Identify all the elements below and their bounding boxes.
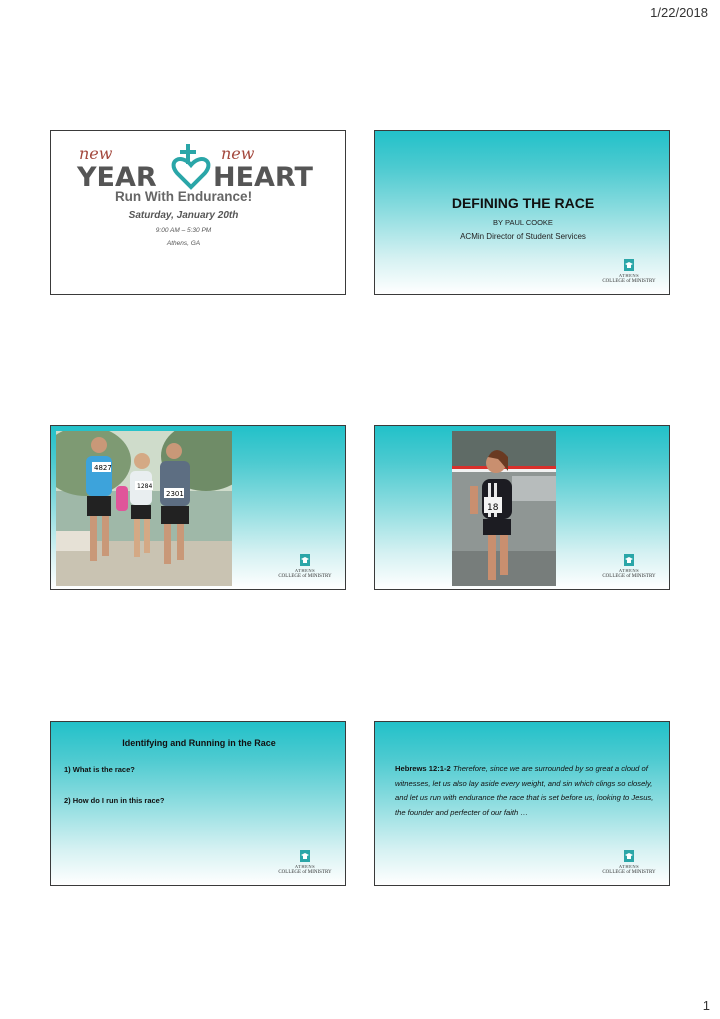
scripture-reference: Hebrews 12:1-2 xyxy=(395,764,451,773)
slide-title: Identifying and Running in the Race xyxy=(122,738,276,748)
slide-6-hebrews-quote xyxy=(374,721,670,886)
bib-number: 1284 xyxy=(137,483,153,490)
college-logo xyxy=(599,554,659,580)
college-name-line2: COLLEGE of MINISTRY xyxy=(602,870,656,875)
event-date: Saturday, January 20th xyxy=(128,210,239,221)
slide-title: DEFINING THE RACE xyxy=(451,195,595,211)
page-date: 1/22/2018 xyxy=(650,5,708,20)
slide-3-group-runners xyxy=(50,425,346,590)
byline: BY PAUL COOKE xyxy=(493,218,553,227)
slide-2-defining-race xyxy=(374,130,670,295)
bib-number: 4827 xyxy=(94,464,112,472)
college-name-line1: ATHENS xyxy=(294,864,316,869)
college-name-line1: ATHENS xyxy=(618,568,640,573)
bib-number: 2301 xyxy=(166,490,184,498)
graduation-cap-icon xyxy=(300,554,310,566)
scripture-text: Therefore, since we are surrounded by so great a cloud of witnesses, let us also lay aside every weight, and sin which clings so closely, and let us run with endurance the race that is set before us, looking to Jesus, the founder and perfecter of our faith … xyxy=(395,764,654,817)
college-name-line2: COLLEGE of MINISTRY xyxy=(278,574,332,579)
college-name-line2: COLLEGE of MINISTRY xyxy=(278,870,332,875)
college-name-line1: ATHENS xyxy=(294,568,316,573)
group-runners-photo xyxy=(56,431,232,586)
new-year-new-heart-logo xyxy=(73,141,335,193)
graduation-cap-icon xyxy=(624,259,634,271)
graduation-cap-icon xyxy=(624,850,634,862)
college-logo xyxy=(599,850,659,876)
slide-5-identifying-race xyxy=(50,721,346,886)
event-location: Athens, GA xyxy=(166,240,201,247)
slide-1-title-event xyxy=(50,130,346,295)
college-logo xyxy=(275,554,335,580)
graduation-cap-icon xyxy=(300,850,310,862)
graduation-cap-icon xyxy=(624,554,634,566)
page-number: 1 xyxy=(702,998,710,1013)
scripture-quote xyxy=(395,762,659,820)
college-name-line1: ATHENS xyxy=(618,273,640,278)
event-title: Run With Endurance! xyxy=(114,189,253,204)
college-name-line1: ATHENS xyxy=(618,864,640,869)
slide-4-female-runner xyxy=(374,425,670,590)
logo-year: YEAR xyxy=(77,162,157,193)
list-item: 2) How do I run in this race? xyxy=(64,796,165,805)
bib-number: 18 xyxy=(487,503,499,513)
event-time: 9:00 AM – 5:30 PM xyxy=(155,227,212,234)
college-logo xyxy=(599,259,659,285)
college-name-line2: COLLEGE of MINISTRY xyxy=(602,279,656,284)
college-logo xyxy=(275,850,335,876)
logo-new-2: new xyxy=(221,144,255,163)
logo-new-1: new xyxy=(79,144,113,163)
author-role: ACMin Director of Student Services xyxy=(460,232,586,241)
female-runner-photo xyxy=(452,431,556,586)
cross-heart-icon xyxy=(174,144,209,187)
logo-heart: HEART xyxy=(213,162,313,193)
college-name-line2: COLLEGE of MINISTRY xyxy=(602,574,656,579)
list-item: 1) What is the race? xyxy=(64,765,135,774)
